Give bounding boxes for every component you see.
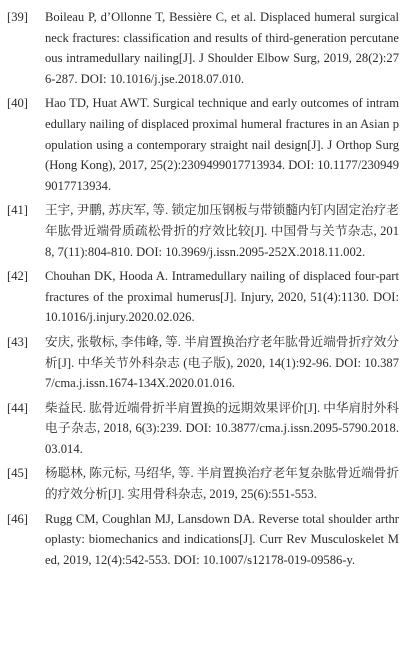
reference-number: [44] [7, 400, 28, 415]
reference-number: [45] [7, 466, 28, 481]
reference-number: [46] [7, 511, 28, 526]
reference-number: [41] [7, 203, 28, 218]
reference-item [7, 266, 399, 328]
reference-item [7, 509, 399, 571]
reference-text: Chouhan DK, Hooda A. Intramedullary nailing of displaced four-part fractures of the proximal humerus[J]. Injury, 2020, 51(4):1130. DOI: 10.1016/j.injury.2020.02.026. [45, 269, 399, 325]
reference-number: [42] [7, 269, 28, 284]
reference-text: 柴益民. 肱骨近端骨折半肩置换的远期效果评价[J]. 中华肩肘外科电子杂志, 2018, 6(3):239. DOI: 10.3877/cma.j.issn.2095-5790.2018.03.014. [45, 400, 399, 456]
reference-text: Rugg CM, Coughlan MJ, Lansdown DA. Reverse total shoulder arthroplasty: biomechanics and indications[J]. Curr Rev Musculoskelet Med, 2019, 12(4):542-553. DOI: 10.1007/s12178-019-09586-y. [45, 511, 399, 567]
reference-item [7, 332, 399, 394]
reference-number: [39] [7, 10, 28, 24]
reference-text: 安庆, 张敬标, 李伟峰, 等. 半肩置换治疗老年肱骨近端骨折疗效分析[J]. 中华关节外科杂志 (电子版), 2020, 14(1):92-96. DOI: 10.3877/cma.j.issn.1674-134X.2020.01.016. [45, 334, 399, 391]
reference-text: 杨聪林, 陈元标, 马绍华, 等. 半肩置换治疗老年复杂肱骨近端骨折的疗效分析[J]. 实用骨科杂志, 2019, 25(6):551-553. [45, 466, 399, 502]
reference-text: Hao TD, Huat AWT. Surgical technique and early outcomes of intramedullary nailing of displaced proximal humeral fractures in an Asian population using a contemporary straight nail design[J]. J Orthop Surg (Hong Kong), 2017, 25(2):2309499017713934. DOI: 10.1177/2309499017713934. [45, 96, 399, 193]
reference-item [7, 7, 399, 89]
reference-item [7, 200, 399, 262]
reference-item [7, 398, 399, 460]
reference-text: Boileau P, d’Ollonne T, Bessière C, et al. Displaced humeral surgical neck fractures: classification and results of third-generation percutaneous intramedullary nailing[J]. J Shoulder Elbow Surg, 2019, 28(2):276-287. DOI: 10.1016/j.jse.2018.07.010. [45, 10, 399, 86]
reference-text: 王宇, 尹鹏, 苏庆军, 等. 锁定加压钢板与带锁髓内钉内固定治疗老年肱骨近端骨质疏松骨折的疗效比较[J]. 中国骨与关节杂志, 2018, 7(11):804-810. DOI: 10.3969/j.issn.2095-252X.2018.11.002. [45, 203, 399, 259]
reference-item [7, 93, 399, 196]
reference-number: [40] [7, 96, 28, 111]
reference-item [7, 463, 399, 504]
reference-number: [43] [7, 334, 28, 349]
